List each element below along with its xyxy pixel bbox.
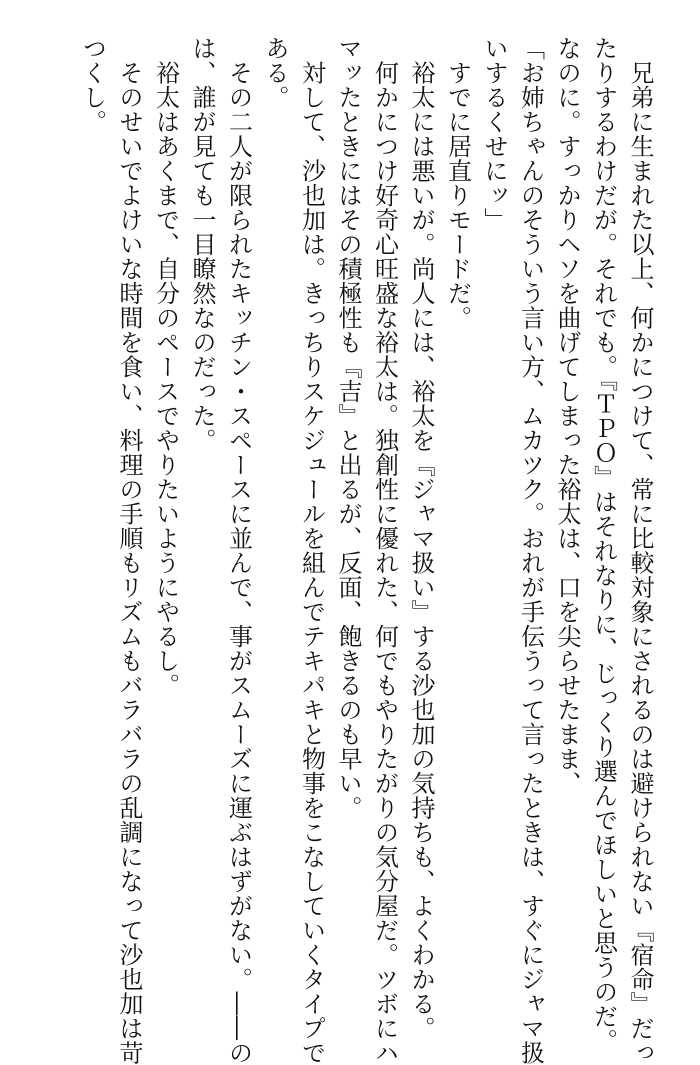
text-line: 何かにつけ好奇心旺盛な裕太は。独創性に優れた、何でもやりたがりの気分屋だ。ツボにハ [370, 36, 399, 1065]
text-line: マッたときにはその積極性も『吉』と出るが、反面、飽きるのも早い。 [334, 36, 362, 820]
text-line: 「お姉ちゃんのそういう言い方、ムカツク。おれが手伝うって言ったときは、すぐにジャマ扱 [516, 36, 545, 1065]
text-line: いするくせにッ」 [480, 36, 508, 232]
text-line: 裕太には悪いが。尚人には、裕太を『ジャマ扱い』する沙也加の気持ちも、よくわかる。 [407, 36, 435, 1041]
text-line: その二人が限られたキッチン・スペースに並んで、事がスムーズに運ぶはずがない。――の [224, 36, 253, 1065]
novel-text-block [74, 36, 658, 1065]
text-line: そのせいでよけいな時間を食い、料理の手順もリズムもバラバラの乱調になって沙也加は苛 [115, 36, 143, 1065]
text-line: たりするわけだが。それでも。『ＴＰＯ』はそれなりに、じっくり選んでほしいと思うのだ。 [589, 36, 618, 1053]
text-line: なのに。すっかりヘソを曲げてしまった裕太は、口を尖らせたまま、 [553, 36, 581, 796]
text-line: つくし。 [78, 36, 107, 134]
text-line: すでに居直りモードだ。 [443, 36, 472, 330]
text-line: 裕太はあくまで、自分のペースでやりたいようにやるし。 [151, 36, 180, 698]
text-line: 対して、沙也加は。きっちりスケジュールを組んでテキパキと物事をこなしていくタイプで [297, 36, 326, 1065]
text-line: ある。 [261, 36, 289, 110]
text-line: 兄弟に生まれた以上、何かにつけて、常に比較対象にされるのは避けられない『宿命』だっ [626, 36, 654, 1065]
text-line: は、誰が見ても一目瞭然なのだった。 [188, 36, 216, 453]
